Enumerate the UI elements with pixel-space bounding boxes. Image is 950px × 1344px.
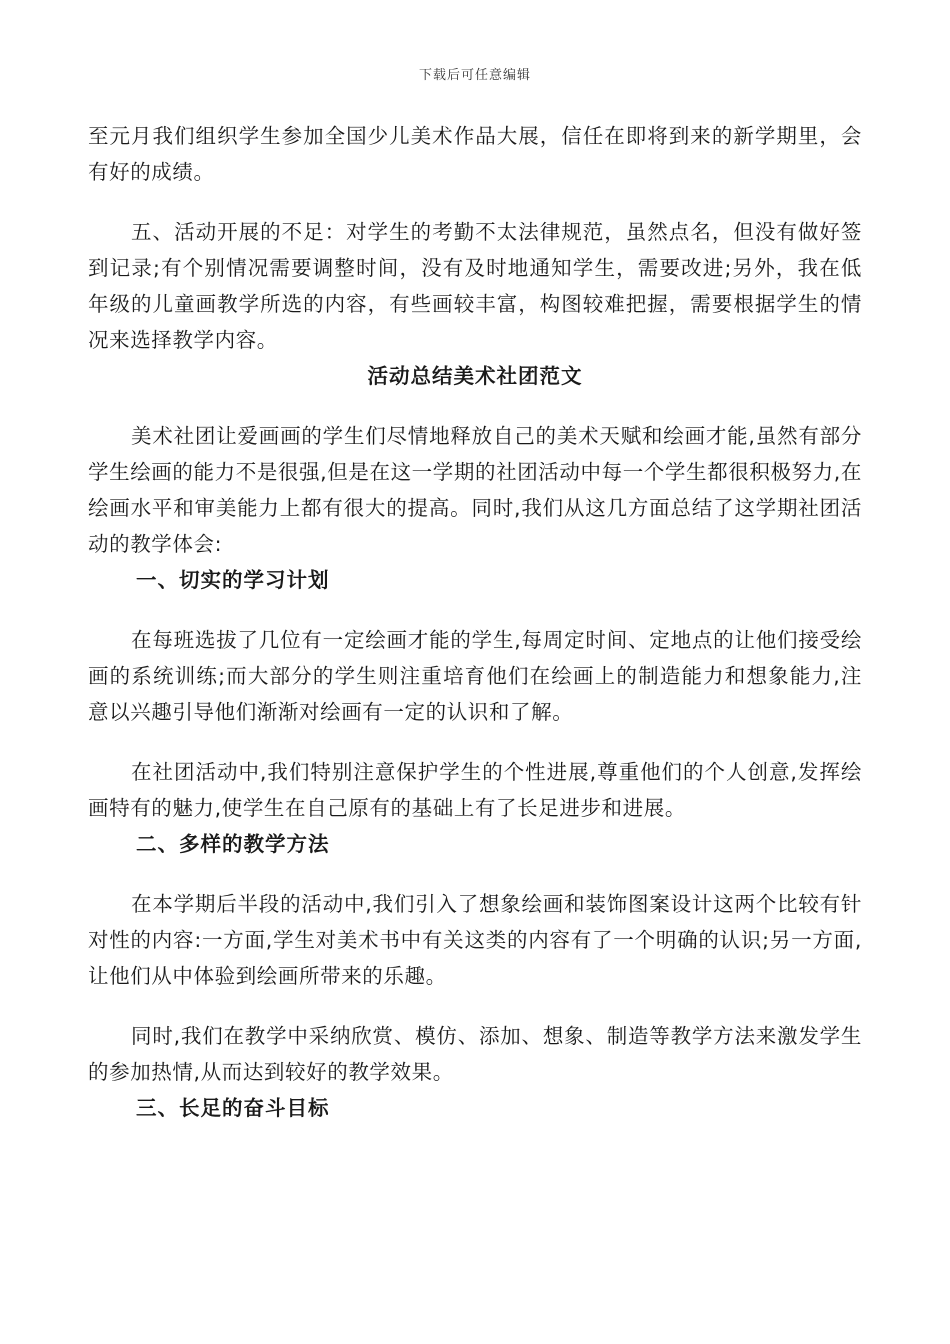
paragraph-plan-1: 在每班选拔了几位有一定绘画才能的学生,每周定时间、定地点的让他们接受绘画的系统训练;而大部分的学生则注重培育他们在绘画上的制造能力和想象能力,注意以兴趣引导他们渐渐对绘画有一定的认识和了解。: [88, 628, 862, 724]
paragraph-method-2: 同时,我们在教学中采纳欣赏、模仿、添加、想象、制造等教学方法来激发学生的参加热情,从而达到较好的教学效果。: [88, 1024, 862, 1084]
paragraph-plan-2: 在社团活动中,我们特别注意保护学生的个性进展,尊重他们的个人创意,发挥绘画特有的魅力,使学生在自己原有的基础上有了长足进步和进展。: [88, 760, 862, 820]
section-heading-plan: 一、切实的学习计划: [136, 568, 330, 592]
paragraph-overview: 美术社团让爱画画的学生们尽情地释放自己的美术天赋和绘画才能,虽然有部分学生绘画的能力不是很强,但是在这一学期的社团活动中每一个学生都很积极努力,在绘画水平和审美能力上都有很大的提高。同时,我们从这几方面总结了这学期社团活动的教学体会:: [88, 424, 862, 556]
document-body: [88, 118, 862, 1126]
paragraph-method-1: 在本学期后半段的活动中,我们引入了想象绘画和装饰图案设计这两个比较有针对性的内容:一方面,学生对美术书中有关这类的内容有了一个明确的认识;另一方面,让他们从中体验到绘画所带来的乐趣。: [88, 892, 862, 988]
section-heading-goal: 三、长足的奋斗目标: [136, 1096, 330, 1120]
document-title: 活动总结美术社团范文: [367, 364, 583, 388]
paragraph-intro: 至元月我们组织学生参加全国少儿美术作品大展，信任在即将到来的新学期里，会有好的成绩。: [88, 124, 862, 184]
paragraph-shortcomings: 五、活动开展的不足：对学生的考勤不太法律规范，虽然点名，但没有做好签到记录;有个别情况需要调整时间，没有及时地通知学生，需要改进;另外，我在低年级的儿童画教学所选的内容，有些画较丰富，构图较难把握，需要根据学生的情况来选择教学内容。: [88, 220, 862, 352]
section-heading-method: 二、多样的教学方法: [136, 832, 330, 856]
header-note: 下载后可任意编辑: [418, 68, 531, 83]
